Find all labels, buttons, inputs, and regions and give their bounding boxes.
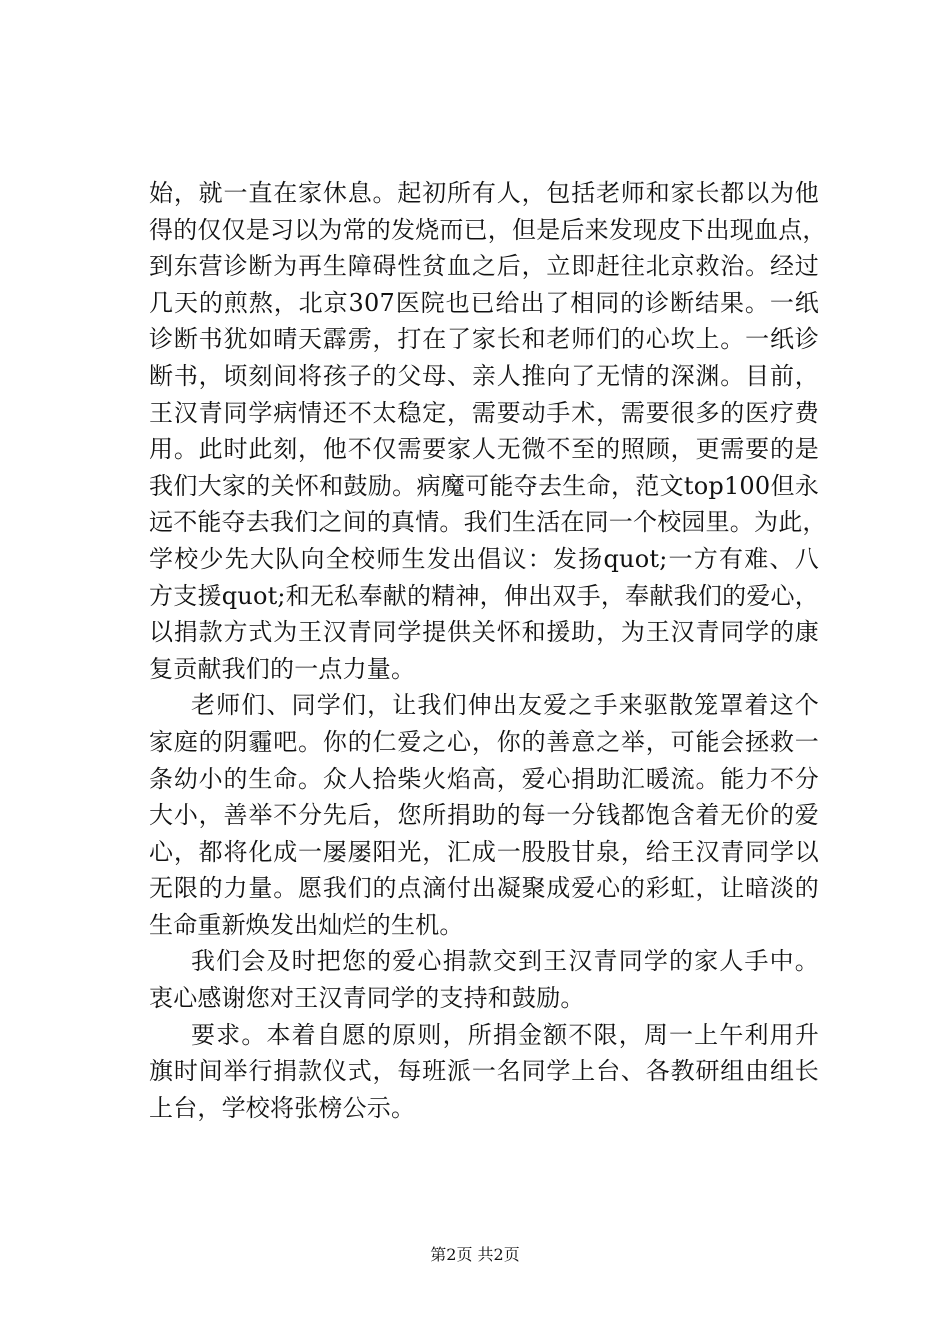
page-number: 第2页 共2页 xyxy=(430,1245,520,1264)
text-line: 诊断书犹如晴天霹雳，打在了家长和老师们的心坎上。一纸诊 xyxy=(149,325,819,354)
text-line: 条幼小的生命。众人拾柴火焰高，爱心捐助汇暖流。能力不分 xyxy=(149,764,819,793)
text-line: 上台，学校将张榜公示。 xyxy=(149,1093,416,1122)
text-line: 我们会及时把您的爱心捐款交到王汉青同学的家人手中。 xyxy=(191,947,819,976)
text-line: 旗时间举行捐款仪式，每班派一名同学上台、各教研组由组长 xyxy=(149,1057,819,1086)
text-line: 老师们、同学们，让我们伸出友爱之手来驱散笼罩着这个 xyxy=(191,691,819,720)
text-line: 得的仅仅是习以为常的发烧而已，但是后来发现皮下出现血点， xyxy=(149,215,827,244)
text-line: 方支援quot;和无私奉献的精神，伸出双手，奉献我们的爱心， xyxy=(149,581,819,610)
text-line: 到东营诊断为再生障碍性贫血之后，立即赶往北京救治。经过 xyxy=(149,252,819,281)
text-line: 家庭的阴霾吧。你的仁爱之心，你的善意之举，可能会拯救一 xyxy=(149,727,819,756)
text-line: 心，都将化成一屡屡阳光，汇成一股股甘泉，给王汉青同学以 xyxy=(149,837,819,866)
text-line: 几天的煎熬，北京307医院也已给出了相同的诊断结果。一纸 xyxy=(149,288,819,317)
text-line: 远不能夺去我们之间的真情。我们生活在同一个校园里。为此， xyxy=(149,508,827,537)
body-text xyxy=(149,175,827,1126)
text-line: 衷心感谢您对王汉青同学的支持和鼓励。 xyxy=(149,984,585,1013)
page-footer xyxy=(0,1244,950,1266)
text-line: 用。此时此刻，他不仅需要家人无微不至的照顾，更需要的是 xyxy=(149,435,819,464)
text-line: 学校少先大队向全校师生发出倡议：发扬quot;一方有难、八 xyxy=(149,544,819,573)
text-line: 要求。本着自愿的原则，所捐金额不限，周一上午利用升 xyxy=(191,1020,819,1049)
text-line: 始，就一直在家休息。起初所有人，包括老师和家长都以为他 xyxy=(149,179,819,207)
text-line: 复贡献我们的一点力量。 xyxy=(149,654,416,683)
text-line: 我们大家的关怀和鼓励。病魔可能夺去生命，范文top100但永 xyxy=(149,471,819,500)
text-line: 王汉青同学病情还不太稳定，需要动手术，需要很多的医疗费 xyxy=(149,398,819,427)
text-line: 大小，善举不分先后，您所捐助的每一分钱都饱含着无价的爱 xyxy=(149,801,819,830)
text-line: 无限的力量。愿我们的点滴付出凝聚成爱心的彩虹，让暗淡的 xyxy=(149,874,819,903)
text-line: 以捐款方式为王汉青同学提供关怀和援助，为王汉青同学的康 xyxy=(149,618,819,647)
text-line: 断书，顷刻间将孩子的父母、亲人推向了无情的深渊。目前， xyxy=(149,361,819,390)
text-line: 生命重新焕发出灿烂的生机。 xyxy=(149,910,464,939)
